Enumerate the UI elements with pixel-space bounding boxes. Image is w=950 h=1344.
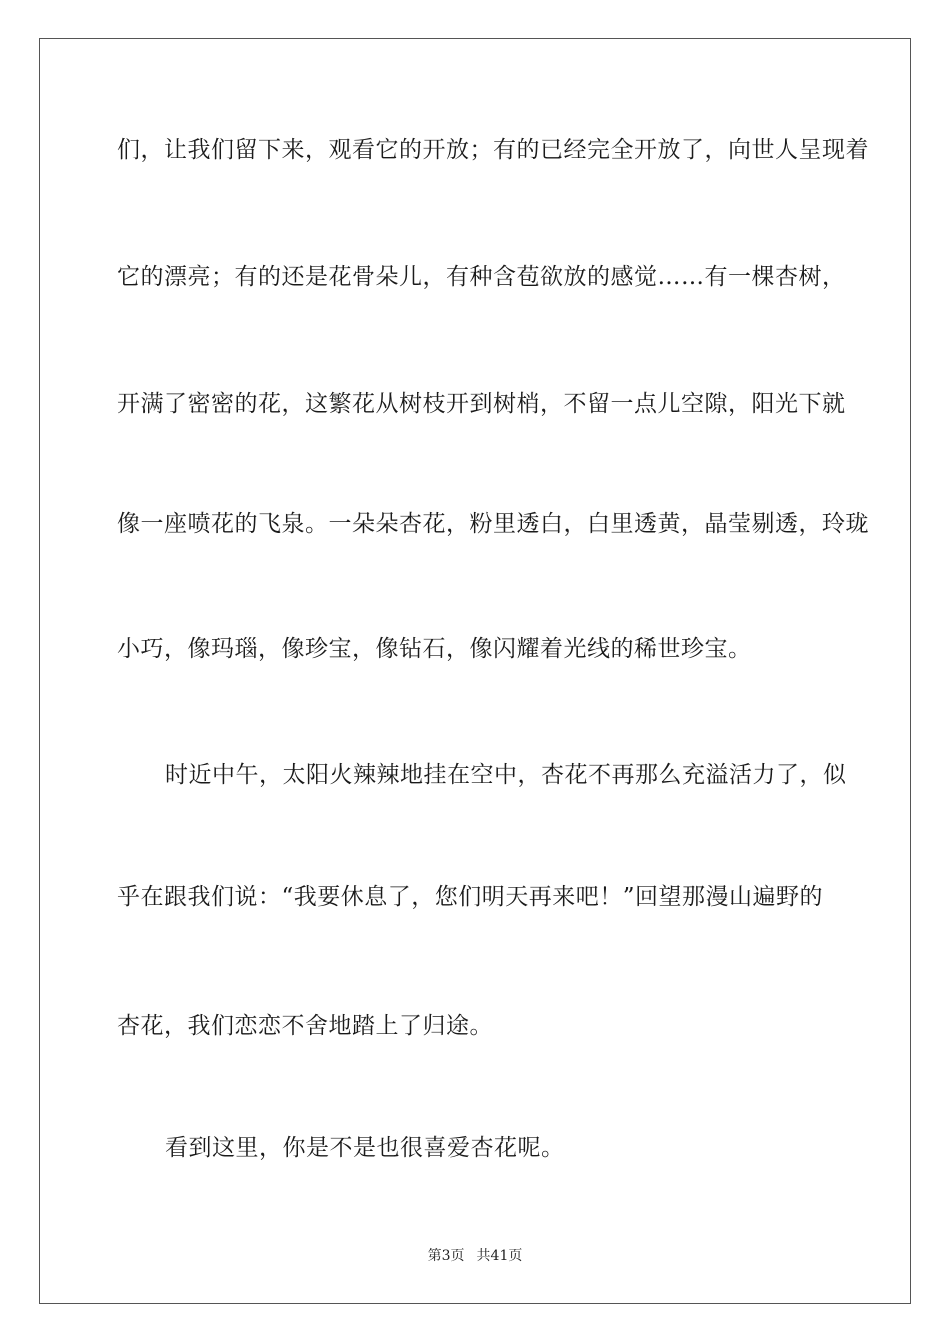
page-footer (0, 1247, 950, 1265)
page-number: 第3页 (427, 1248, 465, 1264)
paragraph-line: 像一座喷花的飞泉。一朵朵杏花，粉里透白，白里透黄，晶莹剔透，玲珑 (117, 511, 869, 537)
paragraph-line: 们，让我们留下来，观看它的开放；有的已经完全开放了，向世人呈现着 (117, 137, 869, 163)
paragraph-line: 乎在跟我们说：“我要休息了，您们明天再来吧！”回望那漫山遍野的 (117, 884, 824, 910)
paragraph-line: 它的漂亮；有的还是花骨朵儿，有种含苞欲放的感觉……有一棵杏树， (117, 264, 846, 290)
paragraph-line: 开满了密密的花，这繁花从树枝开到树梢，不留一点儿空隙，阳光下就 (117, 391, 846, 417)
paragraph-line: 时近中午，太阳火辣辣地挂在空中，杏花不再那么充溢活力了，似 (165, 762, 847, 788)
page-total: 共41页 (476, 1248, 523, 1264)
paragraph-line: 看到这里，你是不是也很喜爱杏花呢。 (165, 1135, 565, 1161)
paragraph-line: 小巧，像玛瑙，像珍宝，像钻石，像闪耀着光线的稀世珍宝。 (117, 636, 752, 662)
paragraph-line: 杏花，我们恋恋不舍地踏上了归途。 (117, 1013, 493, 1039)
page-frame (39, 38, 911, 1304)
